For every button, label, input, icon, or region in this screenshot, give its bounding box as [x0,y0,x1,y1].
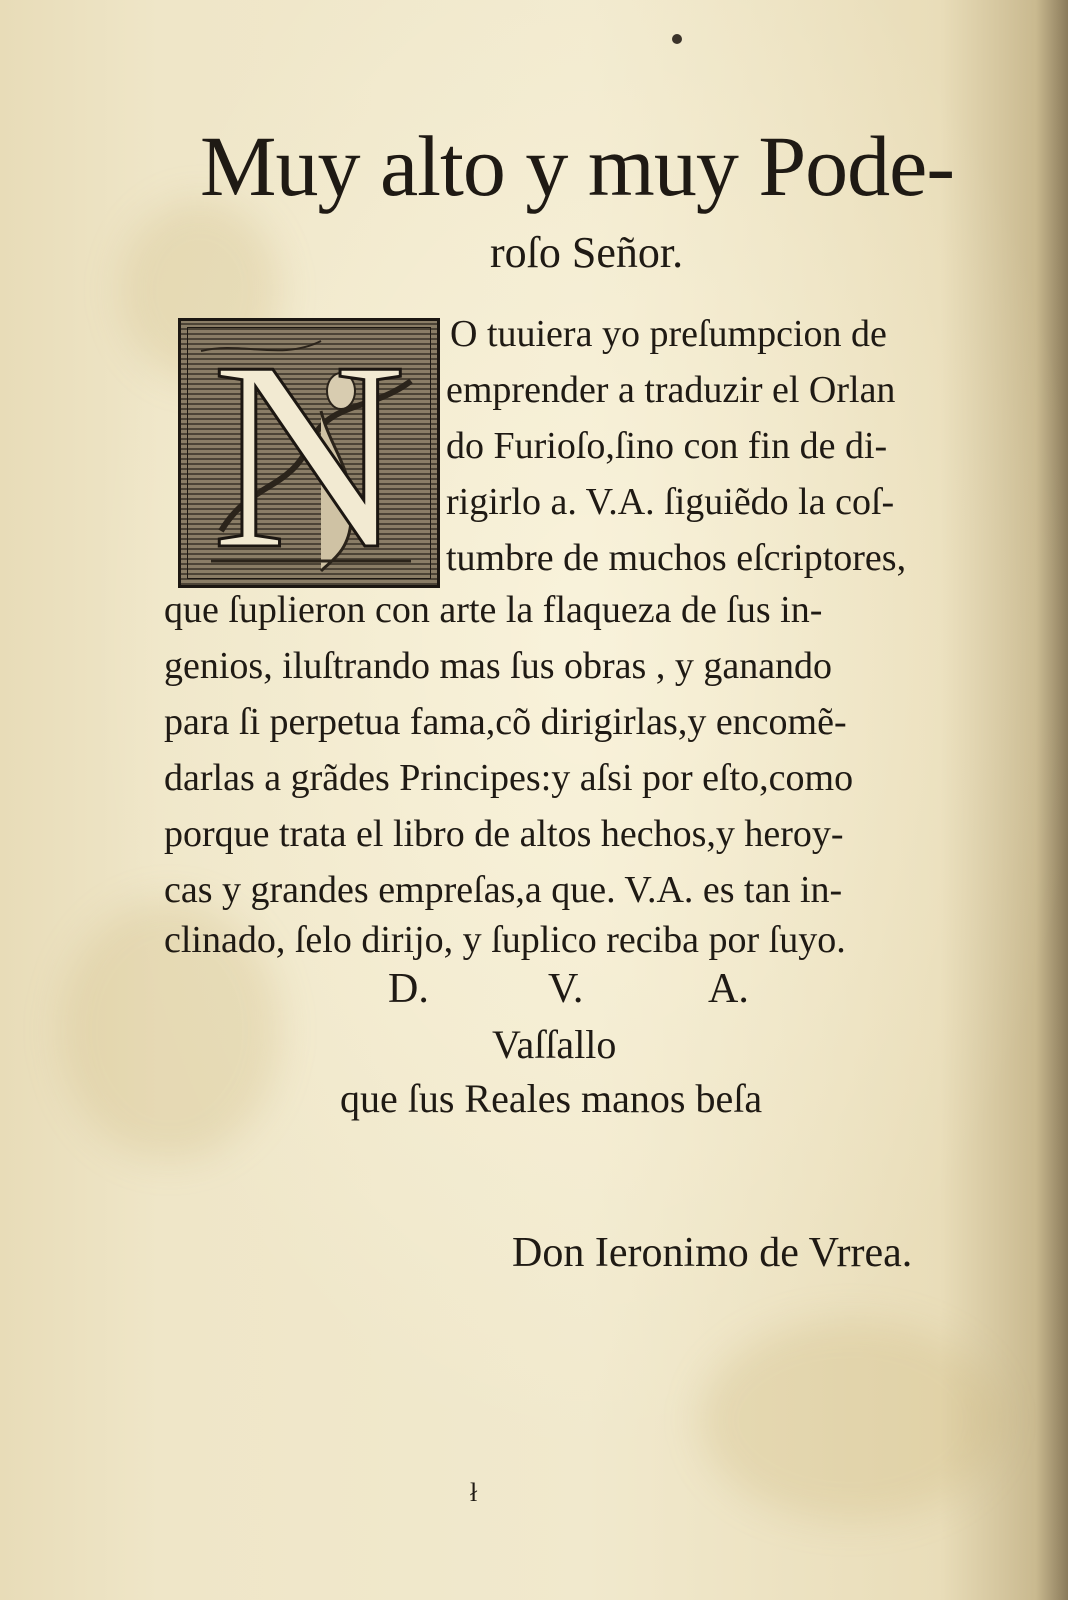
body-line: para ſi perpetua fama,cõ dirigirlas,y encomẽ- [164,701,847,743]
body-line: rigirlo a. V.A. ſiguiẽdo la coſ- [446,481,895,523]
dedication-heading-line-1: Muy alto y muy Pode- [200,118,954,214]
paper-stain [700,1320,1000,1520]
dedication-heading-line-2: roſo Señor. [490,228,684,277]
decorated-initial [178,318,440,588]
body-line: que ſuplieron con arte la flaqueza de ſus in- [164,589,823,631]
body-line: clinado, ſelo dirijo, y ſuplico reciba por ſuyo. [164,919,846,961]
body-line: genios, iluſtrando mas ſus obras , y ganando [164,645,833,687]
page-mark: ł [470,1478,478,1507]
body-line: darlas a grãdes Principes:y aſsi por eſto,como [164,757,854,799]
body-line: porque trata el libro de altos hechos,y heroy- [164,813,844,855]
closing-a: A. [708,966,749,1012]
ink-dot [672,34,682,44]
body-line: emprender a traduzir el Orlan [446,369,896,411]
body-line: tumbre de muchos eſcriptores, [446,537,907,579]
closing-d: D. [388,966,429,1012]
initial-letter: N [211,318,407,588]
closing-vassal: Vaſſallo [492,1022,617,1067]
body-line: O tuuiera yo preſumpcion de [450,313,887,355]
closing-v: V. [548,966,584,1012]
closing-kiss-hands: que ſus Reales manos beſa [340,1076,763,1121]
body-line: cas y grandes empreſas,a que. V.A. es tan in- [164,869,843,911]
body-line: do Furioſo,ſino con fin de di- [446,425,888,467]
signature: Don Ieronimo de Vrrea. [512,1230,913,1276]
